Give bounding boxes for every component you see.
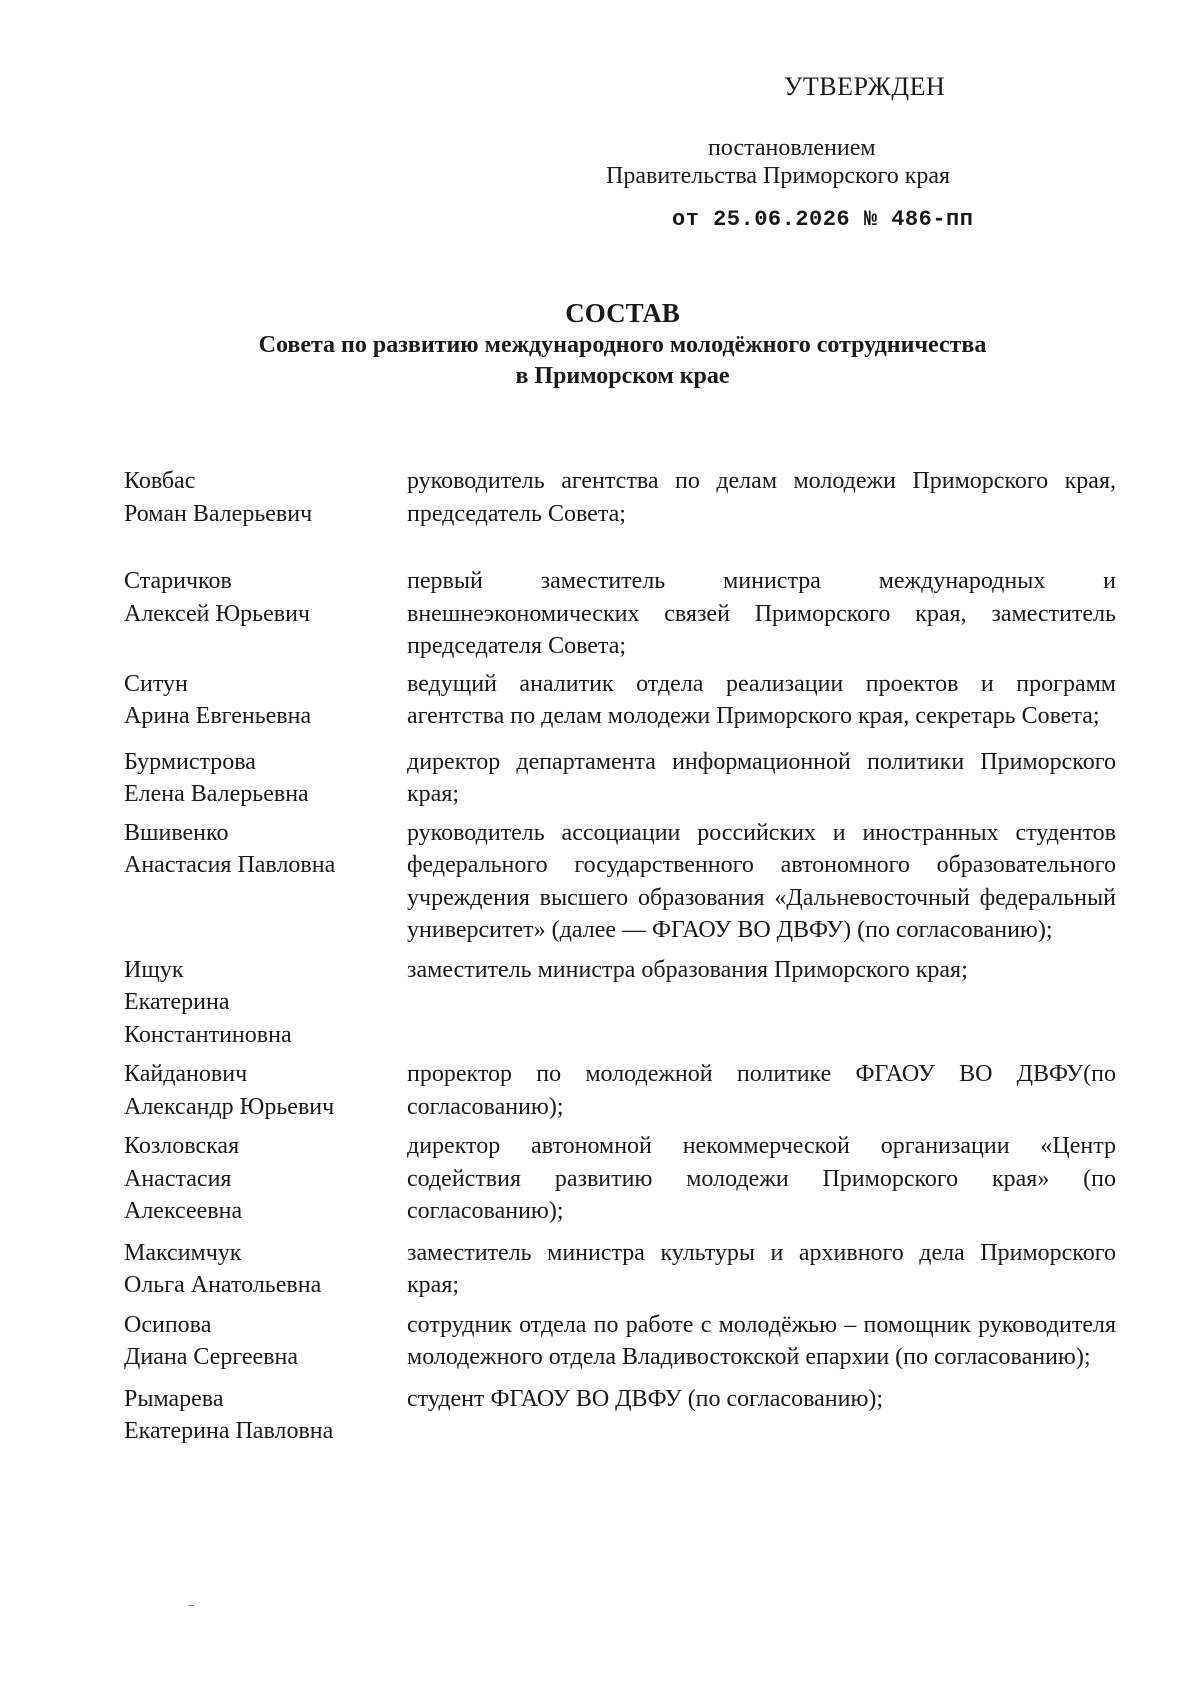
members-list — [124, 465, 1116, 1448]
member-row — [124, 954, 1116, 1052]
member-name: Ковбас Роман Валерьевич — [124, 468, 313, 527]
member-name: Ищук Екатерина Константиновна — [124, 956, 292, 1048]
approval-document-reference: от 25.06.2026 № 486-пп — [672, 207, 974, 232]
document-subtitle-line-2: в Приморском крае — [515, 363, 730, 389]
member-position: студент ФГАОУ ВО ДВФУ (по согласованию); — [407, 1385, 884, 1412]
member-position: заместитель министра культуры и архивного дела Приморского края; — [407, 1239, 1116, 1298]
member-row — [124, 1058, 1116, 1123]
member-name: Старичков Алексей Юрьевич — [124, 568, 310, 627]
member-row — [124, 1237, 1116, 1302]
member-name: Ситун Арина Евгеньевна — [124, 670, 312, 729]
member-position: проректор по молодежной политике ФГАОУ ВО ДВФУ(по согласованию); — [407, 1061, 1116, 1120]
member-position: первый заместитель министра международных и внешнеэкономических связей Приморского края, заместитель председателя Совета; — [407, 568, 1116, 659]
member-row — [124, 668, 1116, 733]
member-position: сотрудник отдела по работе с молодёжью – помощник руководителя молодежного отдела Владивостокской епархии (по согласованию); — [407, 1311, 1116, 1370]
member-name: Максимчук Ольга Анатольевна — [124, 1239, 322, 1298]
document-subtitle-line-1: Совета по развитию международного молодёжного сотрудничества — [258, 332, 987, 358]
member-name: Бурмистрова Елена Валерьевна — [124, 748, 309, 807]
member-row — [124, 746, 1116, 811]
document-title: СОСТАВ — [565, 298, 680, 328]
member-name: Осипова Диана Сергеевна — [124, 1311, 298, 1370]
member-row — [124, 817, 1116, 947]
member-name: Вшивенко Анастасия Павловна — [124, 819, 336, 878]
member-name: Кайданович Александр Юрьевич — [124, 1061, 335, 1120]
member-row — [124, 1130, 1116, 1228]
member-row — [124, 465, 1116, 530]
member-position: руководитель ассоциации российских и иностранных студентов федерального государственного автономного образовательного учреждения высшего образования «Дальневосточный федеральный университет» (далее — ФГАОУ ВО ДВФУ) (по согласованию); — [407, 819, 1116, 943]
approval-line-government: Правительства Приморского края — [606, 163, 951, 189]
member-position: ведущий аналитик отдела реализации проектов и программ агентства по делам молодежи Приморского края, секретарь Совета; — [407, 670, 1116, 729]
member-row — [124, 1309, 1116, 1374]
member-name: Козловская Анастасия Алексеевна — [124, 1133, 243, 1224]
scan-speck — [188, 1605, 194, 1606]
member-name: Рымарева Екатерина Павловна — [124, 1385, 334, 1444]
member-row — [124, 1383, 1116, 1448]
approval-status: УТВЕРЖДЕН — [784, 72, 946, 101]
member-position: директор автономной некоммерческой организации «Центр содействия развитию молодежи Приморского края» (по согласованию); — [407, 1133, 1116, 1224]
member-position: директор департамента информационной политики Приморского края; — [407, 748, 1116, 807]
member-row — [124, 565, 1116, 663]
member-position: руководитель агентства по делам молодежи Приморского края, председатель Совета; — [407, 468, 1116, 527]
member-position: заместитель министра образования Приморского края; — [407, 956, 968, 983]
approval-line-resolution: постановлением — [708, 135, 876, 161]
